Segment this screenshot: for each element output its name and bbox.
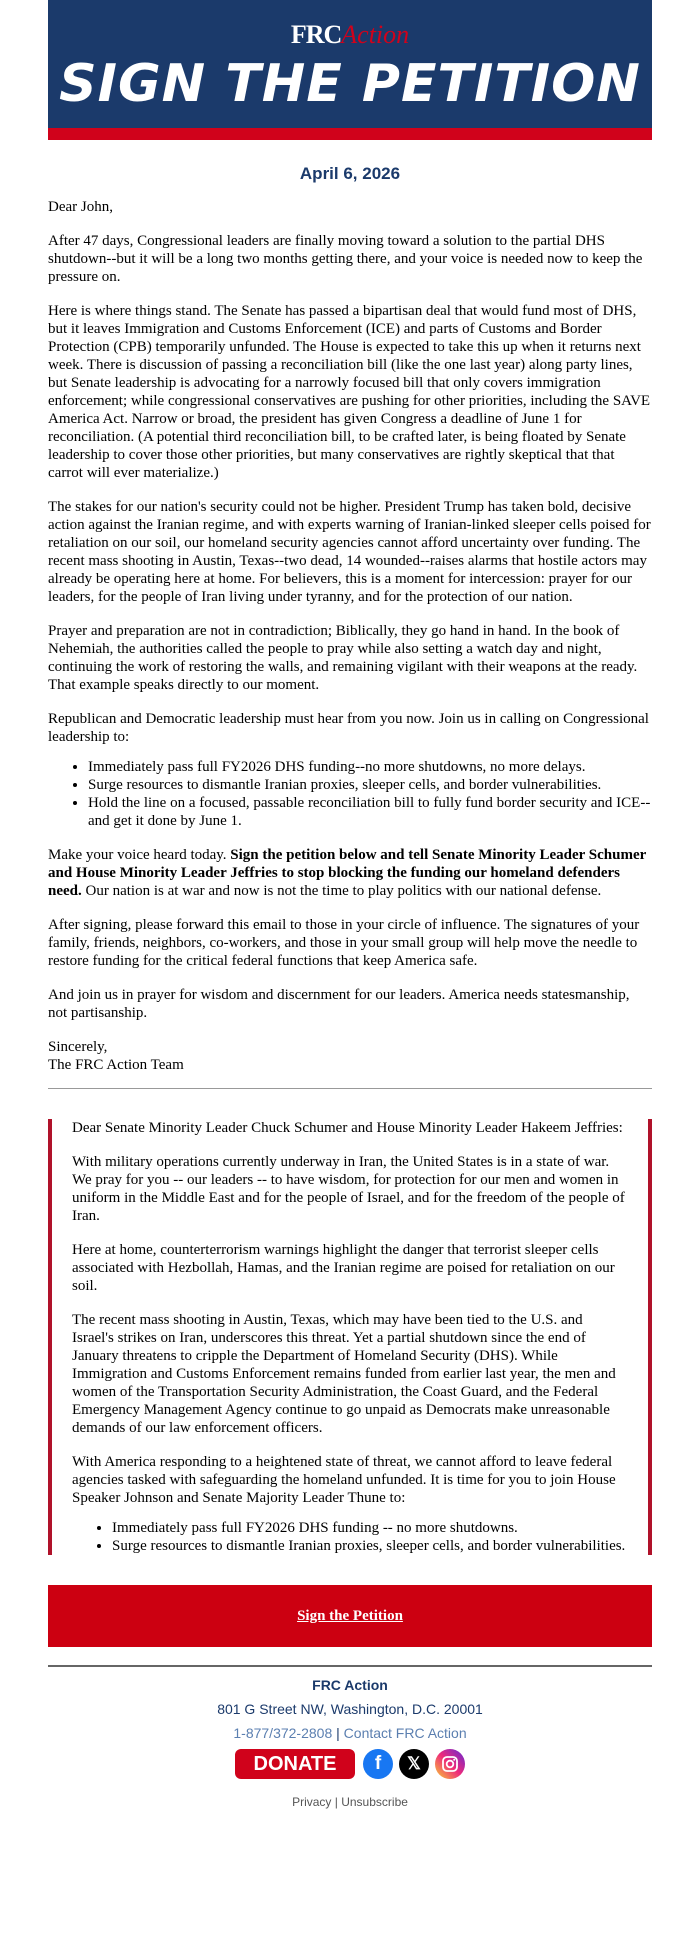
greeting: Dear John, (48, 199, 113, 215)
petition-letter (48, 1119, 652, 1555)
petition-paragraph: With military operations currently underway in Iran, the United States is in a state of war. We pray for you -- our leaders -- to have wisdom, for protection for our men and women in uniform in the Middle East and for the people of Israel, and for the freedom of the people of Iran. (72, 1154, 625, 1224)
sign-petition-banner[interactable] (48, 1585, 652, 1647)
instagram-icon[interactable] (435, 1749, 465, 1779)
paragraph: And join us in prayer for wisdom and discernment for our leaders. America needs statesmanship, not partisanship. (48, 987, 630, 1021)
list-item: • Hold the line on a focused, passable reconciliation bill to fully fund border security and ICE--and get it done by June 1. (88, 794, 652, 830)
closing: Sincerely, (48, 1039, 108, 1055)
footer-divider (48, 1665, 652, 1667)
petition-paragraph: With America responding to a heightened state of threat, we cannot afford to leave federal agencies tasked with safeguarding the homeland unfunded. It is time for you to join House Speaker Johnson and Senate Majority Leader Thune to: (72, 1454, 616, 1506)
signature: The FRC Action Team (48, 1057, 184, 1073)
footer-contact (48, 1725, 652, 1741)
donate-button[interactable]: DONATE (235, 1749, 355, 1779)
footer-address: 801 G Street NW, Washington, D.C. 20001 (217, 1701, 483, 1717)
frc-action-logo (48, 20, 652, 50)
petition-demands-list (72, 1519, 628, 1555)
paragraph: After 47 days, Congressional leaders are finally moving toward a solution to the partial DHS shutdown--but it will be a long two months getting there, and your voice is needed now to keep the pressure on. (48, 233, 643, 285)
logo-action: Action (341, 20, 410, 49)
separator: | (331, 1795, 342, 1809)
paragraph: The stakes for our nation's security could not be higher. President Trump has taken bold, decisive action against the Iranian regime, and with experts warning of Iranian-linked sleeper cells poised for retaliation on our soil, our homeland security agencies cannot afford uncertainty over funding. The recent mass shooting in Austin, Texas--two dead, 14 wounded--raises alarms that hostile actors may already be operating here at home. For believers, this is a moment for intercession: prayer for our leaders, for the people of Iran living under tyranny, and for the protection of our nation. (48, 499, 651, 605)
separator: | (332, 1725, 344, 1741)
cta-bold: Sign the petition below and tell Senate Minority Leader Schumer and House Minority Leader Jeffries to stop blocking the funding our homeland defenders need. (48, 847, 646, 899)
facebook-icon[interactable]: f (363, 1749, 393, 1779)
cta-rest: Our nation is at war and now is not the time to play politics with our national defense. (81, 883, 602, 899)
social-row (48, 1749, 652, 1779)
paragraph: Prayer and preparation are not in contradiction; Biblically, they go hand in hand. In the book of Nehemiah, the authorities called the people to pray while also setting a watch day and night, continuing the work of restoring the walls, and remaining vigilant with their weapons at the ready. That example speaks directly to our moment. (48, 623, 638, 693)
sign-off (48, 1038, 652, 1074)
footer-org-name: FRC Action (312, 1677, 388, 1693)
paragraph: Republican and Democratic leadership must hear from you now. Join us in calling on Congressional leadership to: (48, 711, 649, 745)
cta-intro: Make your voice heard today. (48, 847, 231, 863)
footer (48, 1677, 652, 1809)
contact-link[interactable]: Contact FRC Action (343, 1725, 467, 1741)
x-icon[interactable]: 𝕏 (399, 1749, 429, 1779)
footer-links (48, 1795, 652, 1809)
petition-paragraph: Here at home, counterterrorism warnings highlight the danger that terrorist sleeper cells associated with Hezbollah, Hamas, and the Iranian regime are poised for retaliation on our soil. (72, 1242, 615, 1294)
header-banner (48, 0, 652, 140)
petition-paragraph: The recent mass shooting in Austin, Texas, which may have been tied to the U.S. and Israel's strikes on Iran, underscores this threat. Yet a partial shutdown since the end of January threatens to cripple the Department of Homeland Security (DHS). While Immigration and Customs Enforcement remains funded from earlier last year, the men and women of the Transportation Security Administration, the Coast Guard, and the Federal Emergency Management Agency continue to go unpaid as Democrats make unreasonable demands of our law enforcement officers. (72, 1312, 616, 1436)
unsubscribe-link[interactable]: Unsubscribe (341, 1795, 408, 1809)
logo-frc: FRC (290, 20, 342, 49)
demands-list (48, 758, 652, 830)
paragraph: Here is where things stand. The Senate has passed a bipartisan deal that would fund most of DHS, but it leaves Immigration and Customs Enforcement (ICE) and parts of Customs and Border Protection (CPB) temporarily unfunded. The House is expected to take this up when it returns next week. There is discussion of passing a reconciliation bill (like the one last year) along party lines, but Senate leadership is advocating for a narrowly focused bill that only covers immigration enforcement; while congressional conservatives are pushing for other priorities, including the SAVE America Act. Narrow or broad, the president has given Congress a deadline of June 1 for reconciliation. (A potential third reconciliation bill, to be crafted later, is being floated by Senate leadership to cover those other priorities, but many conservatives are rightly skeptical that that carrot will ever materialize.) (48, 303, 651, 481)
sign-petition-button[interactable]: Sign the Petition (297, 1607, 403, 1624)
list-item: • Surge resources to dismantle Iranian proxies, sleeper cells, and border vulnerabilities. (112, 1537, 628, 1555)
privacy-link[interactable]: Privacy (292, 1795, 332, 1809)
call-to-action-paragraph (48, 846, 652, 900)
phone-link[interactable]: 1-877/372-2808 (233, 1725, 333, 1741)
banner-title: SIGN THE PETITION (59, 54, 641, 114)
list-item: • Immediately pass full FY2026 DHS funding--no more shutdowns, no more delays. (88, 758, 652, 776)
divider (48, 1088, 652, 1089)
petition-salutation: Dear Senate Minority Leader Chuck Schumer and House Minority Leader Hakeem Jeffries: (72, 1120, 623, 1136)
email-date: April 6, 2026 (299, 164, 401, 183)
list-item: • Immediately pass full FY2026 DHS funding -- no more shutdowns. (112, 1519, 628, 1537)
list-item: • Surge resources to dismantle Iranian proxies, sleeper cells, and border vulnerabilities. (88, 776, 652, 794)
email-container (48, 0, 652, 1809)
paragraph: After signing, please forward this email to those in your circle of influence. The signatures of your family, friends, neighbors, co-workers, and those in your small group will help move the needle to restore funding for the critical federal functions that keep America safe. (48, 917, 640, 969)
